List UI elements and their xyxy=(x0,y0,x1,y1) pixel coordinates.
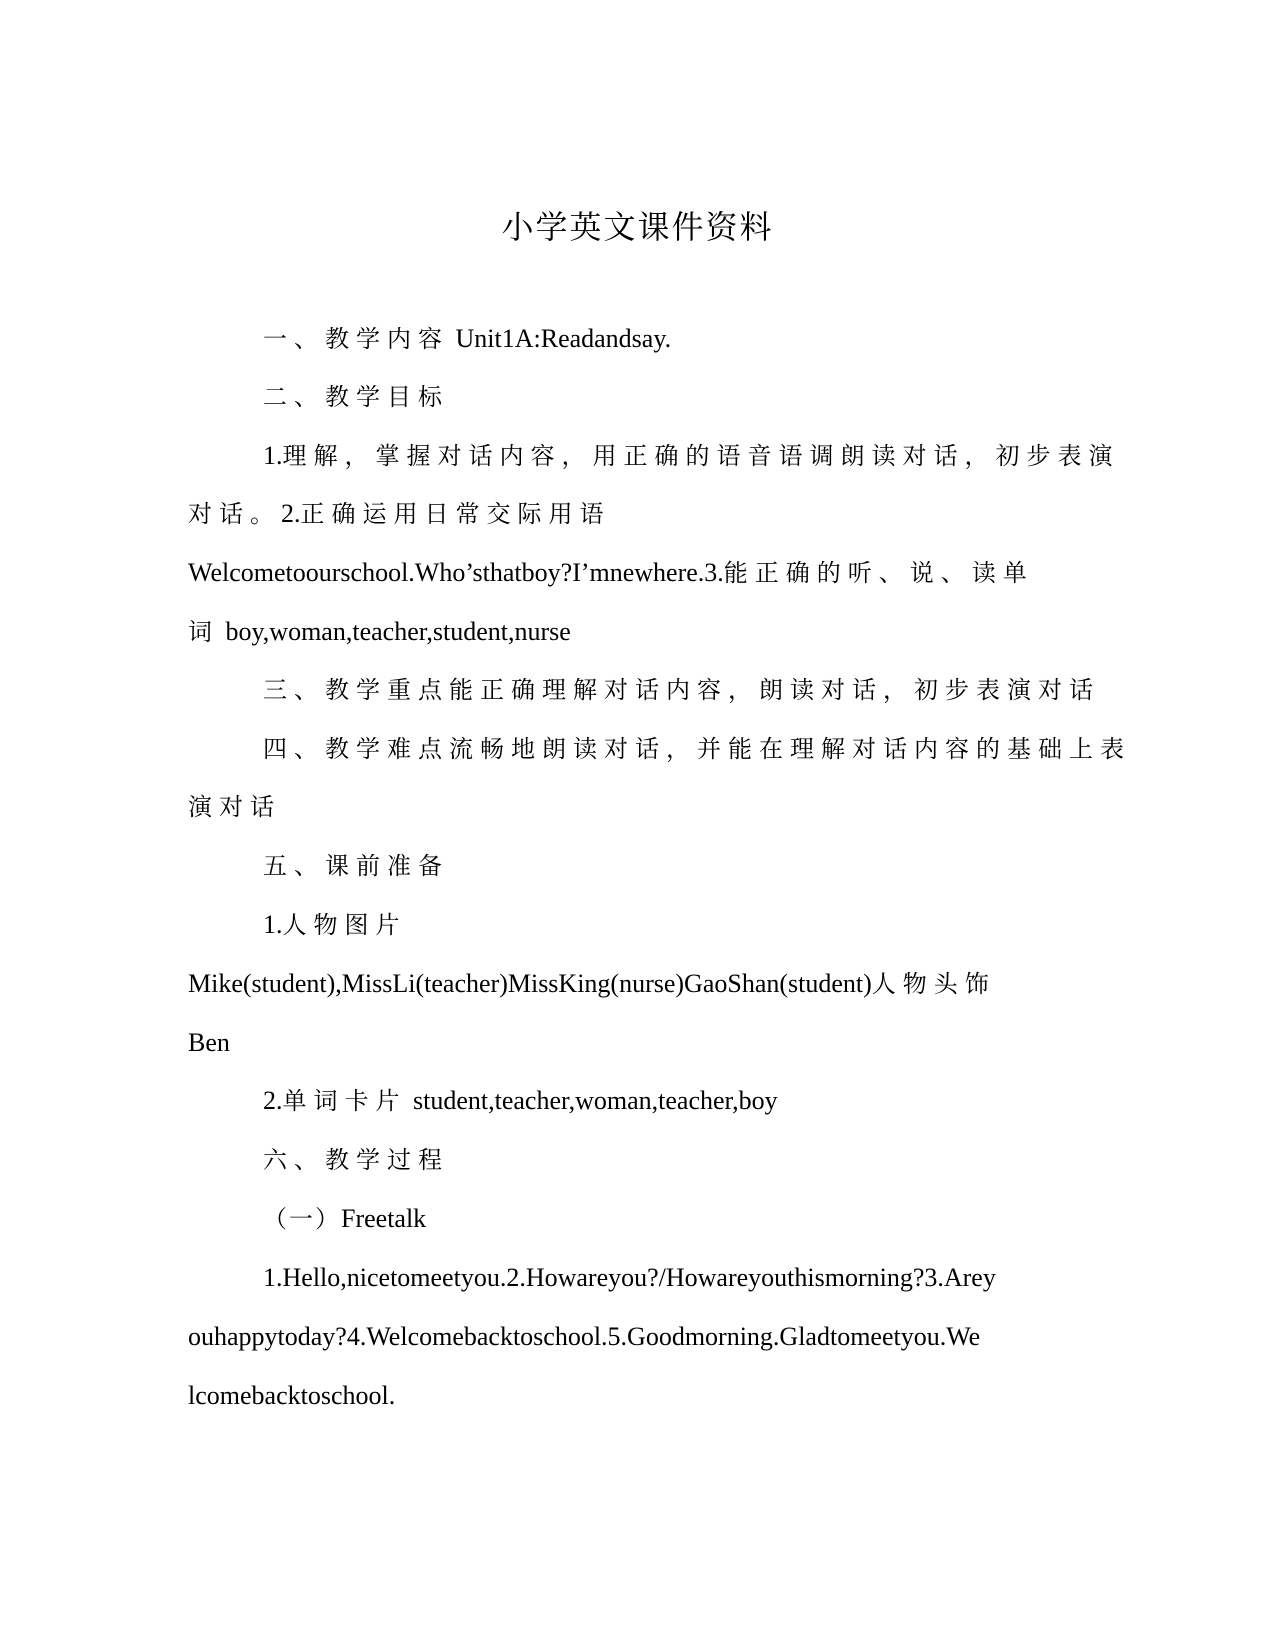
text-cn: 词 xyxy=(188,618,219,646)
process-step-1-line-1 xyxy=(263,1261,1163,1295)
text-en: Mike(student),MissLi(teacher)MissKing(nurse)GaoShan(student) xyxy=(188,969,872,998)
text-cn: 五、课前准备 xyxy=(263,852,449,880)
text-en: Unit1A:Readandsay. xyxy=(455,324,672,353)
text-en-2: student,teacher,woman,teacher,boy xyxy=(413,1086,778,1115)
section-4-difficulties-cont xyxy=(188,790,1088,824)
prep-item-1-detail xyxy=(188,967,1088,1001)
process-step-1-line-2 xyxy=(188,1320,1088,1354)
text-cn: 四、教学难点流畅地朗读对话，并能在理解对话内容的基础上表 xyxy=(263,735,1131,763)
process-step-1-line-3 xyxy=(188,1379,1088,1413)
text-cn: 单词卡片 xyxy=(282,1087,407,1115)
process-step-1-heading xyxy=(263,1202,1163,1236)
prep-item-1-detail-cont xyxy=(188,1026,1088,1060)
text-en: 2. xyxy=(263,1086,283,1115)
section-3-key-points xyxy=(263,673,1163,707)
text-cn: 人物头饰 xyxy=(871,970,996,998)
text-en: Welcometoourschool.Who’sthatboy?I’mnewhere.3. xyxy=(188,558,724,587)
text-cn: 演对话 xyxy=(188,793,281,821)
prep-item-2 xyxy=(263,1084,1163,1118)
text-cn: 六、教学过程 xyxy=(263,1146,449,1174)
text-en: Ben xyxy=(188,1028,230,1057)
section-6-heading xyxy=(263,1143,1163,1177)
section-5-heading xyxy=(263,849,1163,883)
document-title: 小学英文课件资料 xyxy=(501,208,774,246)
section-2-heading xyxy=(263,380,1163,414)
text-cn: 三、教学重点能正确理解对话内容，朗读对话，初步表演对话 xyxy=(263,676,1100,704)
text-cn: 二、教学目标 xyxy=(263,383,449,411)
text-cn: 能正确的听、说、读单 xyxy=(723,559,1034,587)
text-cn: 人物图片 xyxy=(282,911,407,939)
text-en: 1. xyxy=(263,441,283,470)
text-en: lcomebacktoschool. xyxy=(188,1381,396,1410)
text-cn: 一、教学内容 xyxy=(263,325,449,353)
section-1-content xyxy=(263,322,1163,356)
prep-item-1 xyxy=(263,908,1163,942)
text-en: boy,woman,teacher,student,nurse xyxy=(225,617,571,646)
objective-line-3 xyxy=(188,556,1088,590)
text-en: 1.Hello,nicetomeetyou.2.Howareyou?/Howareyouthismorning?3.Arey xyxy=(263,1263,996,1292)
text-cn-2: 正确运用日常交际用语 xyxy=(300,500,611,528)
text-cn: 理解，掌握对话内容，用正确的语音语调朗读对话，初步表演 xyxy=(282,442,1120,470)
text-en: 1. xyxy=(263,910,283,939)
objective-line-2 xyxy=(188,497,1088,531)
text-en: ouhappytoday?4.Welcomebacktoschool.5.Goodmorning.Gladtomeetyou.We xyxy=(188,1322,981,1351)
section-4-difficulties xyxy=(263,732,1163,766)
text-en: 2. xyxy=(281,499,301,528)
objective-line-1 xyxy=(263,439,1163,473)
objective-line-4 xyxy=(188,615,1088,649)
text-cn: （一） xyxy=(263,1205,341,1233)
text-en: Freetalk xyxy=(341,1204,427,1233)
text-cn: 对话。 xyxy=(188,500,281,528)
